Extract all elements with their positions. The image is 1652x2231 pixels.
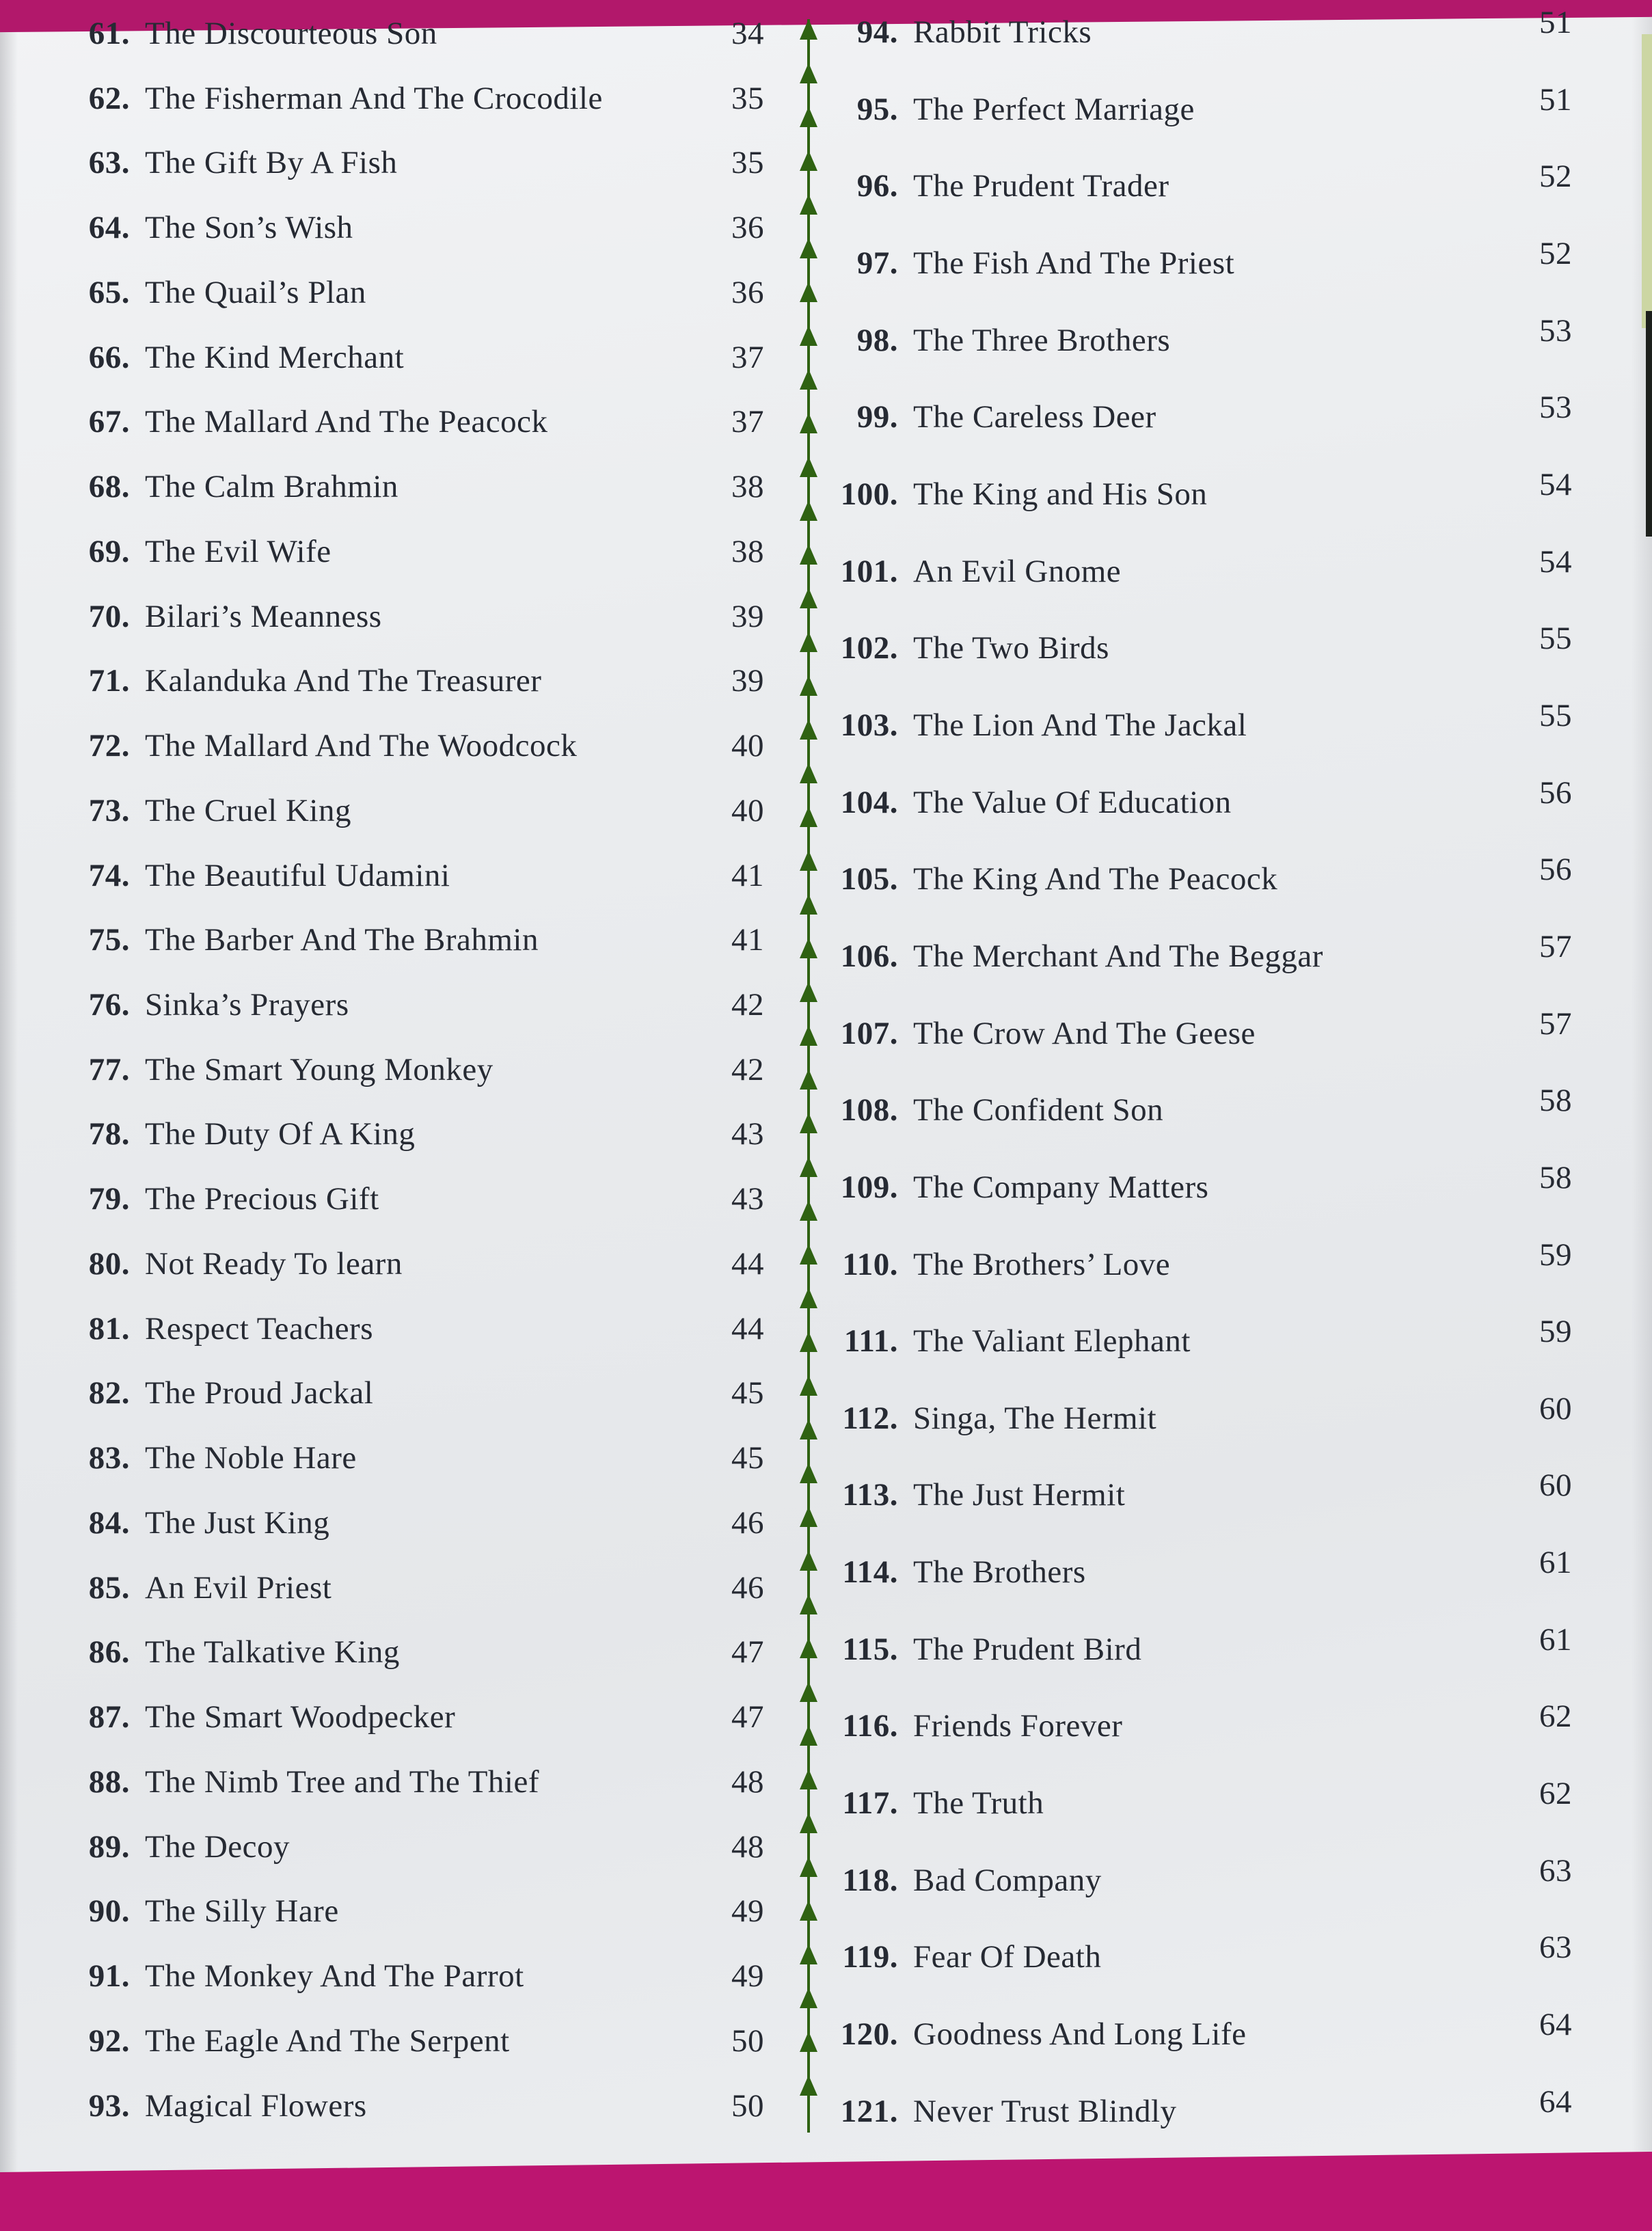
- entry-number: 77.: [88, 1051, 130, 1087]
- entry-page-number: 47: [731, 1699, 764, 1735]
- entry-page-number: 36: [731, 274, 764, 310]
- entry-title: The Prudent Trader: [913, 168, 1169, 204]
- toc-entry: [60, 533, 764, 570]
- entry-title: The Crow And The Geese: [913, 1015, 1256, 1051]
- toc-entry: [828, 2007, 1572, 2053]
- entry-title: The Son’s Wish: [145, 210, 353, 246]
- toc-entry: [60, 274, 764, 311]
- up-arrow-icon: [800, 457, 817, 477]
- entry-page-number: 44: [731, 1245, 764, 1282]
- entry-title: An Evil Gnome: [913, 553, 1122, 589]
- up-arrow-icon: [800, 413, 817, 433]
- toc-entry: [828, 1005, 1572, 1052]
- toc-entry: [828, 621, 1572, 666]
- entry-title: The Truth: [913, 1785, 1044, 1822]
- entry-title: The Gift By A Fish: [145, 145, 398, 181]
- entry-page-number: 51: [1539, 81, 1572, 118]
- up-arrow-icon: [800, 1638, 817, 1658]
- entry-page-number: 41: [731, 857, 764, 893]
- toc-entry: [60, 1634, 764, 1671]
- entry-number: 90.: [88, 1893, 130, 1930]
- entry-page-number: 38: [731, 469, 764, 505]
- entry-number: 87.: [88, 1699, 130, 1735]
- up-arrow-icon: [800, 1200, 817, 1221]
- entry-number: 121.: [840, 2093, 898, 2129]
- entry-page-number: 62: [1539, 1699, 1572, 1735]
- entry-page-number: 64: [1539, 2083, 1572, 2120]
- entry-title: The Eagle And The Serpent: [145, 2023, 510, 2059]
- entry-number: 101.: [840, 553, 898, 589]
- up-arrow-icon: [800, 19, 817, 40]
- entry-number: 116.: [842, 1708, 898, 1744]
- entry-number: 63.: [88, 145, 130, 181]
- entry-number: 79.: [88, 1181, 130, 1217]
- entry-number: 111.: [843, 1323, 898, 1360]
- up-arrow-icon: [800, 1069, 817, 1090]
- entry-page-number: 50: [731, 2087, 764, 2124]
- entry-page-number: 57: [1539, 928, 1572, 964]
- entry-number: 89.: [88, 1828, 130, 1865]
- up-arrow-icon: [800, 894, 817, 915]
- toc-entry: [60, 727, 764, 764]
- entry-page-number: 34: [731, 16, 764, 51]
- entry-title: The Barber And The Brahmin: [145, 922, 539, 958]
- entry-title: The Evil Wife: [145, 533, 331, 569]
- entry-title: The Talkative King: [145, 1634, 400, 1671]
- entry-page-number: 56: [1539, 774, 1572, 811]
- entry-number: 65.: [88, 274, 130, 310]
- entry-title: The Value Of Education: [913, 784, 1232, 820]
- entry-number: 94.: [856, 14, 898, 50]
- entry-number: 66.: [88, 339, 130, 375]
- toc-entry: [60, 857, 764, 894]
- up-arrow-icon: [800, 1463, 817, 1483]
- toc-entry: [60, 15, 764, 52]
- toc-entry: [828, 5, 1572, 51]
- toc-entry: [60, 2023, 764, 2059]
- entry-number: 109.: [840, 1169, 898, 1205]
- toc-entry: [828, 1852, 1572, 1899]
- page-left-shadow: [0, 0, 18, 2231]
- entry-number: 67.: [88, 404, 130, 440]
- entry-title: Not Ready To learn: [145, 1245, 403, 1282]
- entry-title: The Perfect Marriage: [913, 91, 1195, 127]
- entry-title: The King and His Son: [913, 476, 1208, 512]
- entry-title: The Quail’s Plan: [145, 274, 366, 310]
- entry-number: 93.: [88, 2087, 130, 2124]
- entry-page-number: 45: [731, 1440, 764, 1476]
- toc-entry: [828, 466, 1572, 513]
- toc-column-right: [828, 5, 1572, 2130]
- entry-page-number: 35: [731, 80, 764, 116]
- entry-title: The Silly Hare: [145, 1893, 339, 1930]
- toc-entry: [828, 852, 1572, 897]
- entry-title: The King And The Peacock: [913, 861, 1278, 897]
- entry-page-number: 56: [1539, 852, 1572, 888]
- entry-title: Never Trust Blindly: [913, 2093, 1177, 2129]
- entry-page-number: 54: [1539, 466, 1572, 502]
- entry-number: 114.: [842, 1554, 898, 1591]
- entry-page-number: 52: [1539, 159, 1572, 195]
- entry-title: The Brothers’ Love: [913, 1246, 1171, 1282]
- toc-entry: [60, 1569, 764, 1606]
- toc-entry: [60, 1828, 764, 1865]
- entry-page-number: 37: [731, 339, 764, 375]
- entry-title: The Just Hermit: [913, 1477, 1126, 1513]
- entry-page-number: 42: [731, 987, 764, 1023]
- entry-number: 106.: [840, 938, 898, 974]
- entry-page-number: 46: [731, 1504, 764, 1541]
- up-arrow-icon: [800, 1288, 817, 1308]
- toc-entry: [828, 543, 1572, 590]
- entry-number: 84.: [88, 1504, 130, 1541]
- up-arrow-icon: [800, 2031, 817, 2052]
- entry-page-number: 36: [731, 210, 764, 246]
- toc-entry: [60, 986, 764, 1023]
- entry-title: The Precious Gift: [145, 1181, 379, 1217]
- entry-page-number: 61: [1539, 1545, 1572, 1581]
- entry-title: The Fisherman And The Crocodile: [145, 80, 603, 116]
- up-arrow-icon: [800, 1375, 817, 1396]
- entry-number: 62.: [88, 80, 130, 116]
- up-arrow-icon: [800, 1506, 817, 1527]
- entry-title: The Company Matters: [913, 1169, 1209, 1205]
- up-arrow-icon: [800, 107, 817, 127]
- entry-title: The Confident Son: [913, 1092, 1164, 1128]
- entry-page-number: 35: [731, 145, 764, 181]
- entry-page-number: 44: [731, 1310, 764, 1347]
- toc-entry: [828, 774, 1572, 821]
- arrow-divider: [797, 19, 820, 2133]
- entry-number: 97.: [856, 245, 898, 281]
- entry-title: The Mallard And The Peacock: [145, 404, 548, 440]
- entry-title: The Smart Woodpecker: [145, 1699, 456, 1735]
- up-arrow-icon: [800, 63, 817, 83]
- entry-title: Magical Flowers: [145, 2087, 367, 2124]
- toc-entry: [828, 1159, 1572, 1206]
- entry-title: The Merchant And The Beggar: [913, 938, 1323, 974]
- entry-title: The Nimb Tree and The Thief: [145, 1763, 539, 1800]
- entry-page-number: 43: [731, 1181, 764, 1217]
- toc-entry: [828, 928, 1572, 975]
- entry-number: 95.: [856, 91, 898, 127]
- entry-page-number: 57: [1539, 1005, 1572, 1042]
- entry-page-number: 60: [1539, 1468, 1572, 1504]
- toc-entry: [60, 598, 764, 635]
- toc-entry: [828, 1468, 1572, 1513]
- entry-title: The Proud Jackal: [145, 1375, 374, 1411]
- entry-page-number: 51: [1539, 5, 1572, 40]
- entry-number: 68.: [88, 469, 130, 505]
- toc-entry: [60, 1504, 764, 1541]
- entry-number: 86.: [88, 1634, 130, 1671]
- entry-title: The Duty Of A King: [145, 1116, 416, 1152]
- toc-entry: [828, 159, 1572, 204]
- book-edge-shadow: [1646, 311, 1652, 537]
- up-arrow-icon: [800, 719, 817, 740]
- entry-number: 78.: [88, 1116, 130, 1152]
- entry-title: The Careless Deer: [913, 399, 1156, 435]
- up-arrow-icon: [800, 1244, 817, 1265]
- entry-title: Kalanduka And The Treasurer: [145, 663, 542, 699]
- entry-page-number: 55: [1539, 697, 1572, 733]
- toc-entry: [828, 1083, 1572, 1128]
- up-arrow-icon: [800, 675, 817, 696]
- up-arrow-icon: [800, 194, 817, 215]
- entry-title: The Mallard And The Woodcock: [145, 728, 578, 764]
- up-arrow-icon: [800, 369, 817, 390]
- entry-number: 69.: [88, 533, 130, 569]
- toc-entry: [60, 921, 764, 958]
- entry-number: 103.: [840, 707, 898, 743]
- entry-page-number: 50: [731, 2023, 764, 2059]
- entry-title: The Smart Young Monkey: [145, 1051, 493, 1087]
- toc-entry: [60, 1180, 764, 1217]
- entry-title: The Cruel King: [145, 792, 351, 828]
- entry-page-number: 40: [731, 728, 764, 764]
- up-arrow-icon: [800, 1594, 817, 1614]
- entry-number: 117.: [842, 1785, 898, 1822]
- entry-title: Bilari’s Meanness: [145, 598, 382, 634]
- up-arrow-icon: [800, 1419, 817, 1439]
- toc-entry: [60, 1699, 764, 1735]
- entry-title: Bad Company: [913, 1862, 1102, 1898]
- entry-page-number: 49: [731, 1893, 764, 1930]
- entry-title: The Lion And The Jackal: [913, 707, 1247, 743]
- entry-number: 96.: [856, 168, 898, 204]
- entry-title: The Three Brothers: [913, 322, 1171, 358]
- entry-title: The Beautiful Udamini: [145, 857, 450, 893]
- toc-entry: [828, 1621, 1572, 1668]
- entry-title: The Monkey And The Parrot: [145, 1958, 524, 1995]
- entry-number: 104.: [840, 784, 898, 820]
- up-arrow-icon: [800, 282, 817, 302]
- entry-page-number: 39: [731, 598, 764, 634]
- up-arrow-icon: [800, 850, 817, 871]
- entry-title: The Calm Brahmin: [145, 469, 398, 505]
- entry-number: 100.: [840, 476, 898, 512]
- toc-entry: [60, 144, 764, 181]
- up-arrow-icon: [800, 1944, 817, 1964]
- up-arrow-icon: [800, 1856, 817, 1877]
- entry-number: 92.: [88, 2023, 130, 2059]
- toc-entry: [60, 1763, 764, 1800]
- entry-number: 76.: [88, 987, 130, 1023]
- entry-title: The Decoy: [145, 1828, 290, 1865]
- entry-number: 113.: [842, 1477, 898, 1513]
- toc-entry: [828, 1930, 1572, 1975]
- entry-number: 71.: [88, 663, 130, 699]
- entry-page-number: 63: [1539, 1930, 1572, 1966]
- entry-title: The Prudent Bird: [913, 1631, 1142, 1667]
- entry-page-number: 58: [1539, 1159, 1572, 1195]
- entry-title: Sinka’s Prayers: [145, 987, 349, 1023]
- entry-number: 80.: [88, 1245, 130, 1282]
- entry-number: 74.: [88, 857, 130, 893]
- toc-entry: [828, 390, 1572, 435]
- toc-entry: [828, 1314, 1572, 1360]
- up-arrow-icon: [800, 500, 817, 521]
- entry-number: 118.: [842, 1862, 898, 1898]
- toc-entry: [828, 1236, 1572, 1283]
- up-arrow-icon: [800, 982, 817, 1002]
- entry-page-number: 63: [1539, 1852, 1572, 1889]
- entry-title: The Brothers: [913, 1554, 1086, 1591]
- entry-page-number: 37: [731, 404, 764, 440]
- entry-page-number: 64: [1539, 2007, 1572, 2043]
- entry-title: The Kind Merchant: [145, 339, 405, 375]
- up-arrow-icon: [800, 1113, 817, 1133]
- entry-page-number: 54: [1539, 543, 1572, 580]
- entry-page-number: 48: [731, 1828, 764, 1865]
- entry-number: 99.: [856, 399, 898, 435]
- up-arrow-icon: [800, 1157, 817, 1177]
- entry-number: 107.: [840, 1015, 898, 1051]
- entry-number: 81.: [88, 1310, 130, 1347]
- toc-entry: [828, 1699, 1572, 1744]
- entry-page-number: 42: [731, 1051, 764, 1087]
- entry-number: 64.: [88, 210, 130, 246]
- entry-title: The Discourteous Son: [145, 16, 437, 51]
- toc-entry: [60, 468, 764, 505]
- up-arrow-icon: [800, 1681, 817, 1702]
- entry-number: 88.: [88, 1763, 130, 1800]
- entry-page-number: 40: [731, 792, 764, 828]
- up-arrow-icon: [800, 807, 817, 827]
- entry-number: 105.: [840, 861, 898, 897]
- toc-entry: [828, 1776, 1572, 1822]
- toc-entry: [60, 339, 764, 376]
- toc-entry: [60, 80, 764, 117]
- up-arrow-icon: [800, 632, 817, 652]
- toc-entry: [60, 1893, 764, 1930]
- entry-number: 61.: [88, 16, 130, 51]
- bottom-cover-band: [0, 2146, 1652, 2231]
- entry-number: 108.: [840, 1092, 898, 1128]
- entry-page-number: 43: [731, 1116, 764, 1152]
- entry-page-number: 49: [731, 1958, 764, 1995]
- toc-entry: [60, 1375, 764, 1411]
- entry-number: 120.: [840, 2016, 898, 2053]
- entry-title: An Evil Priest: [145, 1569, 332, 1606]
- up-arrow-icon: [800, 1550, 817, 1571]
- entry-page-number: 58: [1539, 1083, 1572, 1119]
- entry-page-number: 59: [1539, 1314, 1572, 1350]
- toc-entry: [828, 235, 1572, 282]
- entry-number: 73.: [88, 792, 130, 828]
- entry-page-number: 55: [1539, 621, 1572, 657]
- entry-number: 98.: [856, 322, 898, 358]
- toc-entry: [60, 1958, 764, 1995]
- up-arrow-icon: [800, 1813, 817, 1833]
- toc-entry: [828, 81, 1572, 128]
- up-arrow-icon: [800, 588, 817, 608]
- entry-page-number: 52: [1539, 235, 1572, 271]
- up-arrow-icon: [800, 1025, 817, 1046]
- entry-number: 70.: [88, 598, 130, 634]
- entry-number: 119.: [842, 1939, 898, 1975]
- toc-entry: [60, 1245, 764, 1282]
- toc-entry: [828, 2083, 1572, 2130]
- toc-entry: [60, 1051, 764, 1088]
- entry-page-number: 47: [731, 1634, 764, 1671]
- entry-number: 115.: [842, 1631, 898, 1667]
- toc-entry: [60, 1116, 764, 1152]
- entry-number: 82.: [88, 1375, 130, 1411]
- entry-number: 112.: [842, 1400, 898, 1436]
- toc-entry: [60, 792, 764, 829]
- entry-title: Friends Forever: [913, 1708, 1123, 1744]
- up-arrow-icon: [800, 763, 817, 783]
- up-arrow-icon: [800, 325, 817, 346]
- toc-entry: [828, 312, 1572, 359]
- entry-title: Goodness And Long Life: [913, 2016, 1247, 2053]
- entry-page-number: 48: [731, 1763, 764, 1800]
- toc-entry: [60, 662, 764, 699]
- entry-title: The Valiant Elephant: [913, 1323, 1191, 1360]
- entry-page-number: 39: [731, 663, 764, 699]
- toc-entry: [60, 209, 764, 246]
- entry-number: 110.: [842, 1246, 898, 1282]
- entry-page-number: 53: [1539, 312, 1572, 349]
- entry-title: Singa, The Hermit: [913, 1400, 1157, 1436]
- toc-column-left: [60, 15, 764, 2124]
- toc-entry: [60, 1439, 764, 1476]
- toc-entry: [828, 1545, 1572, 1591]
- entry-title: The Two Birds: [913, 630, 1109, 666]
- entry-number: 102.: [840, 630, 898, 666]
- up-arrow-icon: [800, 544, 817, 565]
- entry-page-number: 59: [1539, 1236, 1572, 1273]
- toc-entry: [60, 1310, 764, 1347]
- entry-page-number: 46: [731, 1569, 764, 1606]
- entry-page-number: 53: [1539, 390, 1572, 426]
- entry-page-number: 41: [731, 922, 764, 958]
- toc-entry: [828, 1390, 1572, 1437]
- entry-title: The Just King: [145, 1504, 330, 1541]
- entry-title: Fear Of Death: [913, 1939, 1102, 1975]
- up-arrow-icon: [800, 150, 817, 171]
- up-arrow-icon: [800, 2075, 817, 2096]
- entry-title: The Fish And The Priest: [913, 245, 1235, 281]
- entry-page-number: 38: [731, 533, 764, 569]
- up-arrow-icon: [800, 1900, 817, 1921]
- entry-number: 75.: [88, 922, 130, 958]
- entry-page-number: 62: [1539, 1776, 1572, 1812]
- entry-title: Respect Teachers: [145, 1310, 373, 1347]
- toc-entry: [60, 403, 764, 440]
- up-arrow-icon: [800, 1988, 817, 2008]
- up-arrow-icon: [800, 1725, 817, 1746]
- up-arrow-icon: [800, 1769, 817, 1789]
- up-arrow-icon: [800, 938, 817, 958]
- up-arrow-icon: [800, 1331, 817, 1352]
- entry-title: Rabbit Tricks: [913, 14, 1092, 50]
- entry-page-number: 61: [1539, 1621, 1572, 1658]
- toc-entry: [60, 2087, 764, 2124]
- entry-number: 85.: [88, 1569, 130, 1606]
- entry-title: The Noble Hare: [145, 1440, 357, 1476]
- entry-number: 83.: [88, 1440, 130, 1476]
- toc-entry: [828, 697, 1572, 744]
- entry-number: 72.: [88, 728, 130, 764]
- book-page-edge: [1642, 34, 1652, 328]
- entry-page-number: 45: [731, 1375, 764, 1411]
- entry-page-number: 60: [1539, 1390, 1572, 1427]
- entry-number: 91.: [88, 1958, 130, 1995]
- up-arrow-icon: [800, 238, 817, 258]
